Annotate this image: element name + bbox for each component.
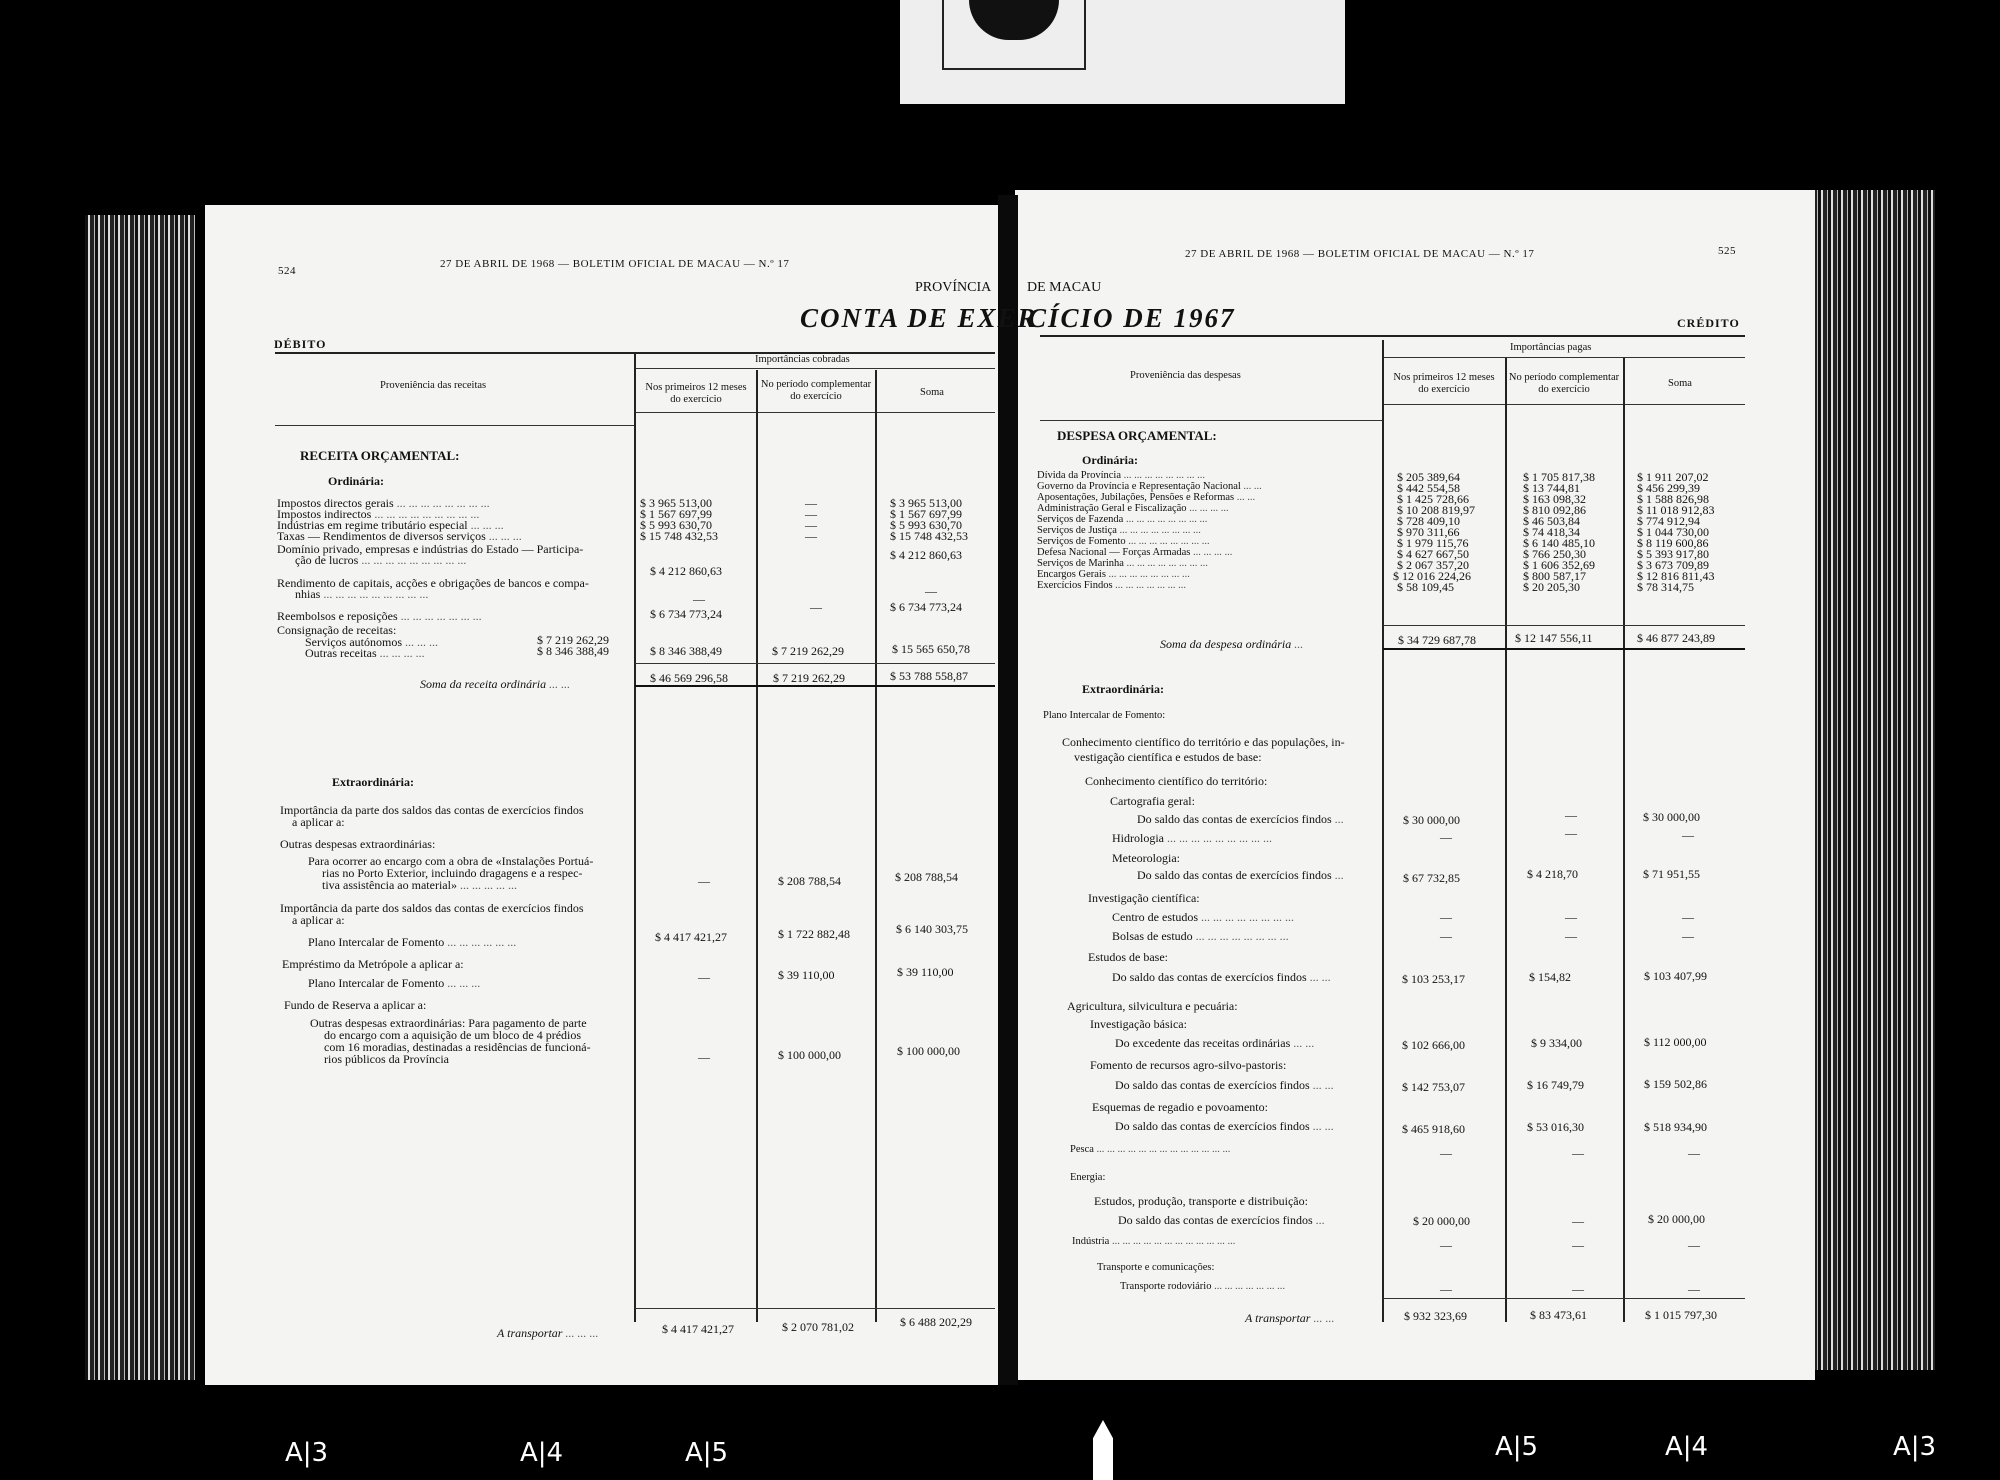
right-soma-c3: $ 46 877 243,89 <box>1637 631 1715 645</box>
right-industria: Indústria ... ... ... ... ... ... ... ... ... ... ... ... <box>1072 1236 1236 1247</box>
right-en-c1: $ 20 000,00 <box>1413 1214 1470 1228</box>
left-ex9a: Outras despesas extraordinárias: Para pagamento de parte <box>310 1016 587 1030</box>
top-card <box>900 0 1345 104</box>
right-row-c3: $ 8 119 600,86 <box>1637 536 1709 550</box>
left-ex4a: Importância da parte dos saldos das contas de exercícios findos <box>280 901 584 915</box>
left-ex5-c1: $ 4 417 421,27 <box>655 930 727 944</box>
right-page-stack <box>1808 190 1935 1370</box>
right-row-c2: $ 6 140 485,10 <box>1523 536 1595 550</box>
right-row-label: Aposentações, Jubilações, Pensões e Reformas ... ... <box>1037 492 1256 503</box>
right-row-c2: $ 1 606 352,69 <box>1523 558 1595 572</box>
right-row-c2: $ 46 503,84 <box>1523 514 1580 528</box>
left-transportar: A transportar ... ... ... <box>497 1326 599 1340</box>
left-row-c3: $ 1 567 697,99 <box>890 507 962 521</box>
right-row-c2: $ 74 418,34 <box>1523 525 1580 539</box>
right-row-c1: $ 970 311,66 <box>1397 525 1460 539</box>
left-ex9-c1: — <box>698 1050 710 1064</box>
right-row-c1: $ 12 016 224,26 <box>1393 569 1471 583</box>
right-fom-saldo: Do saldo das contas de exercícios findos ... ... <box>1115 1078 1334 1092</box>
left-ex9d: rios públicos da Província <box>324 1052 449 1066</box>
right-fom-c2: $ 16 749,79 <box>1527 1078 1584 1092</box>
right-bolsas-c3: — <box>1682 929 1694 943</box>
right-row-label: Governo da Província e Representação Nacional ... ... <box>1037 481 1262 492</box>
right-estudos-prod: Estudos, produção, transporte e distribuição: <box>1094 1194 1308 1208</box>
province-left: PROVÍNCIA <box>915 280 992 295</box>
right-exc-c2: $ 9 334,00 <box>1531 1036 1582 1050</box>
right-plano: Plano Intercalar de Fomento: <box>1043 710 1166 721</box>
left-outras-c1: $ 8 346 388,49 <box>650 644 722 658</box>
left-ex7-c2: $ 39 110,00 <box>778 968 835 982</box>
right-transp: Transporte e comunicações: <box>1097 1262 1215 1273</box>
right-fom-c3: $ 159 502,86 <box>1644 1077 1707 1091</box>
right-meteorologia: Meteorologia: <box>1112 851 1180 865</box>
left-rend-label: Rendimento de capitais, acções e obrigações de bancos e compa- <box>277 576 589 590</box>
left-ex9c: com 16 moradias, destinadas a residências de funcioná- <box>324 1040 591 1054</box>
right-ind-c3: — <box>1688 1238 1700 1252</box>
right-carto-c2: — <box>1565 808 1577 822</box>
left-outras-label: Outras receitas ... ... ... ... <box>305 646 425 660</box>
right-bolsas: Bolsas de estudo ... ... ... ... ... ... ... ... <box>1112 929 1289 943</box>
right-conh-a: Conhecimento científico do território e das populações, in- <box>1062 735 1345 749</box>
left-ex3b: rias no Porto Exterior, incluindo dragagens e a respec- <box>322 866 583 880</box>
left-dominio-label-2: ção de lucros ... ... ... ... ... ... ... ... ... <box>295 553 467 567</box>
right-hidro-c2: — <box>1565 826 1577 840</box>
right-conh-b: vestigação científica e estudos de base: <box>1074 750 1262 764</box>
right-centro-c3: — <box>1682 910 1694 924</box>
right-est-c3: $ 103 407,99 <box>1644 969 1707 983</box>
title-left: CONTA DE EXER <box>800 303 1038 333</box>
right-soma-label: Soma da despesa ordinária ... <box>1160 637 1304 651</box>
film-mark-1: A|3 <box>285 1438 329 1468</box>
left-row-label: Impostos indirectos ... ... ... ... ... ... ... ... ... <box>277 507 480 521</box>
left-ex6: Empréstimo da Metrópole a aplicar a: <box>282 957 464 971</box>
right-row-c1: $ 728 409,10 <box>1397 514 1460 528</box>
left-row-label: Indústrias em regime tributário especial ... ... ... <box>277 518 504 532</box>
left-outras-c2: $ 7 219 262,29 <box>772 644 844 658</box>
right-pesca-c3: — <box>1688 1146 1700 1160</box>
left-ex9-c3: $ 100 000,00 <box>897 1044 960 1058</box>
left-row-c1: $ 15 748 432,53 <box>640 529 718 543</box>
right-tr-c2: $ 83 473,61 <box>1530 1308 1587 1322</box>
left-rend-label-2: nhias ... ... ... ... ... ... ... ... ... <box>295 587 429 601</box>
film-mark-6: A|3 <box>1893 1432 1937 1462</box>
right-row-c2: $ 766 250,30 <box>1523 547 1586 561</box>
left-ex3-c3: $ 208 788,54 <box>895 870 958 884</box>
left-ex5: Plano Intercalar de Fomento ... ... ... ... ... ... <box>308 935 517 949</box>
right-transp-c1: — <box>1440 1282 1452 1296</box>
right-exc-c1: $ 102 666,00 <box>1402 1038 1465 1052</box>
right-meteo-c2: $ 4 218,70 <box>1527 867 1578 881</box>
right-fomento-rec: Fomento de recursos agro-silvo-pastoris: <box>1090 1058 1287 1072</box>
right-pesca-c2: — <box>1572 1146 1584 1160</box>
right-row-c1: $ 10 208 819,97 <box>1397 503 1475 517</box>
left-col-soma: Soma <box>920 387 944 398</box>
card-graphic <box>942 0 1086 70</box>
left-dominio-label: Domínio privado, empresas e indústrias do Estado — Participa- <box>277 542 584 556</box>
right-row-c1: $ 442 554,58 <box>1397 481 1460 495</box>
left-ex1a: Importância da parte dos saldos das contas de exercícios findos <box>280 803 584 817</box>
right-pesca: Pesca ... ... ... ... ... ... ... ... ... ... ... ... ... <box>1070 1144 1231 1155</box>
left-ex7-c3: $ 39 110,00 <box>897 965 954 979</box>
left-ex3c: tiva assistência ao material» ... ... ... ... ... <box>322 878 517 892</box>
title-right: CÍCIO DE 1967 <box>1028 303 1236 333</box>
right-col-proveniencia: Proveniência das despesas <box>1130 370 1241 381</box>
right-esq-c2: $ 53 016,30 <box>1527 1120 1584 1134</box>
right-estudos: Estudos de base: <box>1088 950 1168 964</box>
left-page-stack <box>85 215 195 1380</box>
credit-label: CRÉDITO <box>1677 316 1740 330</box>
left-col-primeiros: Nos primeiros 12 meses do exercício <box>645 382 747 405</box>
left-ex3-c1: — <box>698 874 710 888</box>
right-row-label: Encargos Gerais ... ... ... ... ... ... ... ... <box>1037 569 1190 580</box>
left-row-c2: — <box>805 496 817 510</box>
right-meteo-c3: $ 71 951,55 <box>1643 867 1700 881</box>
right-row-c1: $ 2 067 357,20 <box>1397 558 1469 572</box>
film-mark-3: A|5 <box>685 1438 729 1468</box>
right-ind-c1: — <box>1440 1238 1452 1252</box>
left-ex3a: Para ocorrer ao encargo com a obra de «Instalações Portuá- <box>308 854 594 868</box>
right-row-label: Serviços de Justiça ... ... ... ... ... ... ... ... <box>1037 525 1201 536</box>
right-row-c3: $ 78 314,75 <box>1637 580 1694 594</box>
page-number-left: 524 <box>278 265 296 277</box>
right-conh-terr: Conhecimento científico do território: <box>1085 774 1268 788</box>
right-energia: Energia: <box>1070 1172 1106 1183</box>
right-row-c2: $ 1 705 817,38 <box>1523 470 1595 484</box>
left-extra-title: Extraordinária: <box>332 775 414 789</box>
right-est-c2: $ 154,82 <box>1529 970 1571 984</box>
right-invest: Investigação científica: <box>1088 891 1200 905</box>
left-serv-inner: $ 7 219 262,29 <box>537 633 609 647</box>
right-exc-c3: $ 112 000,00 <box>1644 1035 1707 1049</box>
left-soma-c3: $ 53 788 558,87 <box>890 669 968 683</box>
right-cartografia: Cartografia geral: <box>1110 794 1195 808</box>
right-row-c1: $ 58 109,45 <box>1397 580 1454 594</box>
right-row-c1: $ 1 979 115,76 <box>1397 536 1469 550</box>
right-row-c1: $ 1 425 728,66 <box>1397 492 1469 506</box>
left-tr-c3: $ 6 488 202,29 <box>900 1315 972 1329</box>
left-section-title: RECEITA ORÇAMENTAL: <box>300 448 460 463</box>
right-bolsas-c2: — <box>1565 929 1577 943</box>
left-row-c2: — <box>805 529 817 543</box>
left-dominio-c1: $ 4 212 860,63 <box>650 564 722 578</box>
right-row-c3: $ 5 393 917,80 <box>1637 547 1709 561</box>
left-col-proveniencia: Proveniência das receitas <box>380 380 487 391</box>
left-ex7-c1: — <box>698 970 710 984</box>
left-tr-c1: $ 4 417 421,27 <box>662 1322 734 1336</box>
right-row-c3: $ 1 044 730,00 <box>1637 525 1709 539</box>
right-row-label: Serviços de Fomento ... ... ... ... ... ... ... ... <box>1037 536 1210 547</box>
right-esq-c3: $ 518 934,90 <box>1644 1120 1707 1134</box>
left-row-c1: $ 5 993 630,70 <box>640 518 712 532</box>
right-row-c3: $ 1 911 207,02 <box>1637 470 1709 484</box>
left-row-c3: $ 15 748 432,53 <box>890 529 968 543</box>
running-head-left: 27 DE ABRIL DE 1968 — BOLETIM OFICIAL DE MACAU — N.º 17 <box>440 258 790 270</box>
right-row-c2: $ 810 092,86 <box>1523 503 1586 517</box>
left-row-c3: $ 5 993 630,70 <box>890 518 962 532</box>
right-transp-c2: — <box>1572 1282 1584 1296</box>
right-col-periodo: No período complementar do exercício <box>1508 372 1620 395</box>
left-outras-inner: $ 8 346 388,49 <box>537 644 609 658</box>
right-transp-c3: — <box>1688 1282 1700 1296</box>
right-row-c3: $ 1 588 826,98 <box>1637 492 1709 506</box>
left-row-label: Taxas — Rendimentos de diversos serviços ... ... ... <box>277 529 522 543</box>
right-row-c2: $ 20 205,30 <box>1523 580 1580 594</box>
right-row-c3: $ 456 299,39 <box>1637 481 1700 495</box>
right-hidro-c1: — <box>1440 830 1452 844</box>
right-row-c3: $ 12 816 811,43 <box>1637 569 1715 583</box>
right-esq-saldo: Do saldo das contas de exercícios findos ... ... <box>1115 1119 1334 1133</box>
right-carto-c3: $ 30 000,00 <box>1643 810 1700 824</box>
right-soma-c2: $ 12 147 556,11 <box>1515 631 1593 645</box>
left-rend-c2: — <box>693 592 705 606</box>
right-col-soma: Soma <box>1668 378 1692 389</box>
right-group-header: Importâncias pagas <box>1510 342 1592 353</box>
right-col-primeiros: Nos primeiros 12 meses do exercício <box>1393 372 1495 395</box>
right-fom-c1: $ 142 753,07 <box>1402 1080 1465 1094</box>
right-centro-c2: — <box>1565 910 1577 924</box>
right-row-c3: $ 11 018 912,83 <box>1637 503 1715 517</box>
right-row-c3: $ 774 912,94 <box>1637 514 1700 528</box>
left-row-c2: — <box>805 518 817 532</box>
debit-label: DÉBITO <box>274 337 327 351</box>
right-agric: Agricultura, silvicultura e pecuária: <box>1067 999 1238 1013</box>
left-ex9-c2: $ 100 000,00 <box>778 1048 841 1062</box>
left-reemb-c2: — <box>810 600 822 614</box>
left-soma-label: Soma da receita ordinária ... ... <box>420 677 571 691</box>
right-ind-c2: — <box>1572 1238 1584 1252</box>
right-carto-saldo: Do saldo das contas de exercícios findos ... <box>1137 812 1344 826</box>
right-row-label: Dívida da Província ... ... ... ... ... ... ... ... <box>1037 470 1205 481</box>
left-group-header: Importâncias cobradas <box>755 354 850 365</box>
left-outras-c3: $ 15 565 650,78 <box>892 642 970 656</box>
right-row-label: Serviços de Marinha ... ... ... ... ... ... ... ... <box>1037 558 1208 569</box>
right-transportar: A transportar ... ... <box>1245 1311 1335 1325</box>
right-soma-c1: $ 34 729 687,78 <box>1398 633 1476 647</box>
left-ex5-c2: $ 1 722 882,48 <box>778 927 850 941</box>
left-serv-label: Serviços autónomos ... ... ... <box>305 635 438 649</box>
left-page <box>205 205 1000 1385</box>
right-row-c1: $ 205 389,64 <box>1397 470 1460 484</box>
right-excedente: Do excedente das receitas ordinárias ... ... <box>1115 1036 1315 1050</box>
right-bolsas-c1: — <box>1440 929 1452 943</box>
left-soma-c1: $ 46 569 296,58 <box>650 671 728 685</box>
right-row-label: Serviços de Fazenda ... ... ... ... ... ... ... ... <box>1037 514 1208 525</box>
right-inv-basica: Investigação básica: <box>1090 1017 1187 1031</box>
right-row-label: Administração Geral e Fiscalização ... ... ... ... <box>1037 503 1229 514</box>
right-en-saldo: Do saldo das contas de exercícios findos ... <box>1118 1213 1325 1227</box>
right-est-c1: $ 103 253,17 <box>1402 972 1465 986</box>
left-soma-c2: $ 7 219 262,29 <box>773 671 845 685</box>
left-ex4b: a aplicar a: <box>292 913 345 927</box>
right-centro-c1: — <box>1440 910 1452 924</box>
left-reemb-c1: $ 6 734 773,24 <box>650 607 722 621</box>
right-row-c2: $ 163 098,32 <box>1523 492 1586 506</box>
left-ex8: Fundo de Reserva a aplicar a: <box>284 998 427 1012</box>
right-tr-c1: $ 932 323,69 <box>1404 1309 1467 1323</box>
left-ex5-c3: $ 6 140 303,75 <box>896 922 968 936</box>
left-tr-c2: $ 2 070 781,02 <box>782 1320 854 1334</box>
left-row-c1: $ 1 567 697,99 <box>640 507 712 521</box>
right-section-title: DESPESA ORÇAMENTAL: <box>1057 428 1217 443</box>
film-mark-2: A|4 <box>520 1438 564 1468</box>
right-row-c3: $ 3 673 709,89 <box>1637 558 1709 572</box>
right-row-c2: $ 800 587,17 <box>1523 569 1586 583</box>
right-pesca-c1: — <box>1440 1146 1452 1160</box>
left-rend-c3: — <box>925 584 937 598</box>
right-en-c3: $ 20 000,00 <box>1648 1212 1705 1226</box>
left-reemb-label: Reembolsos e reposições ... ... ... ... ... ... ... <box>277 609 482 623</box>
right-tr-c3: $ 1 015 797,30 <box>1645 1308 1717 1322</box>
running-head-right: 27 DE ABRIL DE 1968 — BOLETIM OFICIAL DE MACAU — N.º 17 <box>1185 248 1535 260</box>
left-row-c1: $ 3 965 513,00 <box>640 496 712 510</box>
left-ex9b: do encargo com a aquisição de um bloco de 4 prédios <box>324 1028 582 1042</box>
left-col-periodo: No período complementar do exercício <box>760 379 872 402</box>
right-ordinaria: Ordinária: <box>1082 453 1138 467</box>
left-dominio-c3: $ 4 212 860,63 <box>890 548 962 562</box>
right-transp-rod: Transporte rodoviário ... ... ... ... ... ... ... <box>1120 1281 1285 1292</box>
right-extra-title: Extraordinária: <box>1082 682 1164 696</box>
left-ex7: Plano Intercalar de Fomento ... ... ... <box>308 976 481 990</box>
left-ex1b: a aplicar a: <box>292 815 345 829</box>
left-row-c3: $ 3 965 513,00 <box>890 496 962 510</box>
film-mark-5: A|4 <box>1665 1432 1709 1462</box>
left-ex3-c2: $ 208 788,54 <box>778 874 841 888</box>
left-consig-label: Consignação de receitas: <box>277 623 397 637</box>
left-reemb-c3: $ 6 734 773,24 <box>890 600 962 614</box>
right-en-c2: — <box>1572 1214 1584 1228</box>
left-row-c2: — <box>805 507 817 521</box>
right-centro: Centro de estudos ... ... ... ... ... ... ... ... <box>1112 910 1294 924</box>
right-row-label: Exercícios Findos ... ... ... ... ... ... ... <box>1037 580 1187 591</box>
right-carto-c1: $ 30 000,00 <box>1403 813 1460 827</box>
gutter <box>998 195 1018 1385</box>
right-est-saldo: Do saldo das contas de exercícios findos ... ... <box>1112 970 1331 984</box>
right-row-c1: $ 4 627 667,50 <box>1397 547 1469 561</box>
right-hidro-c3: — <box>1682 828 1694 842</box>
right-meteo-c1: $ 67 732,85 <box>1403 871 1460 885</box>
right-row-label: Defesa Nacional — Forças Armadas ... ... ... ... <box>1037 547 1233 558</box>
page-number-right: 525 <box>1718 245 1736 257</box>
left-ex2: Outras despesas extraordinárias: <box>280 837 436 851</box>
left-ordinaria: Ordinária: <box>328 474 384 488</box>
province-right: DE MACAU <box>1027 280 1102 295</box>
right-hidrologia: Hidrologia ... ... ... ... ... ... ... ... ... <box>1112 831 1272 845</box>
film-mark-4: A|5 <box>1495 1432 1539 1462</box>
right-esquemas: Esquemas de regadio e povoamento: <box>1092 1100 1268 1114</box>
right-esq-c1: $ 465 918,60 <box>1402 1122 1465 1136</box>
left-row-label: Impostos directos gerais ... ... ... ... ... ... ... ... <box>277 496 490 510</box>
right-row-c2: $ 13 744,81 <box>1523 481 1580 495</box>
right-meteo-saldo: Do saldo das contas de exercícios findos ... <box>1137 868 1344 882</box>
